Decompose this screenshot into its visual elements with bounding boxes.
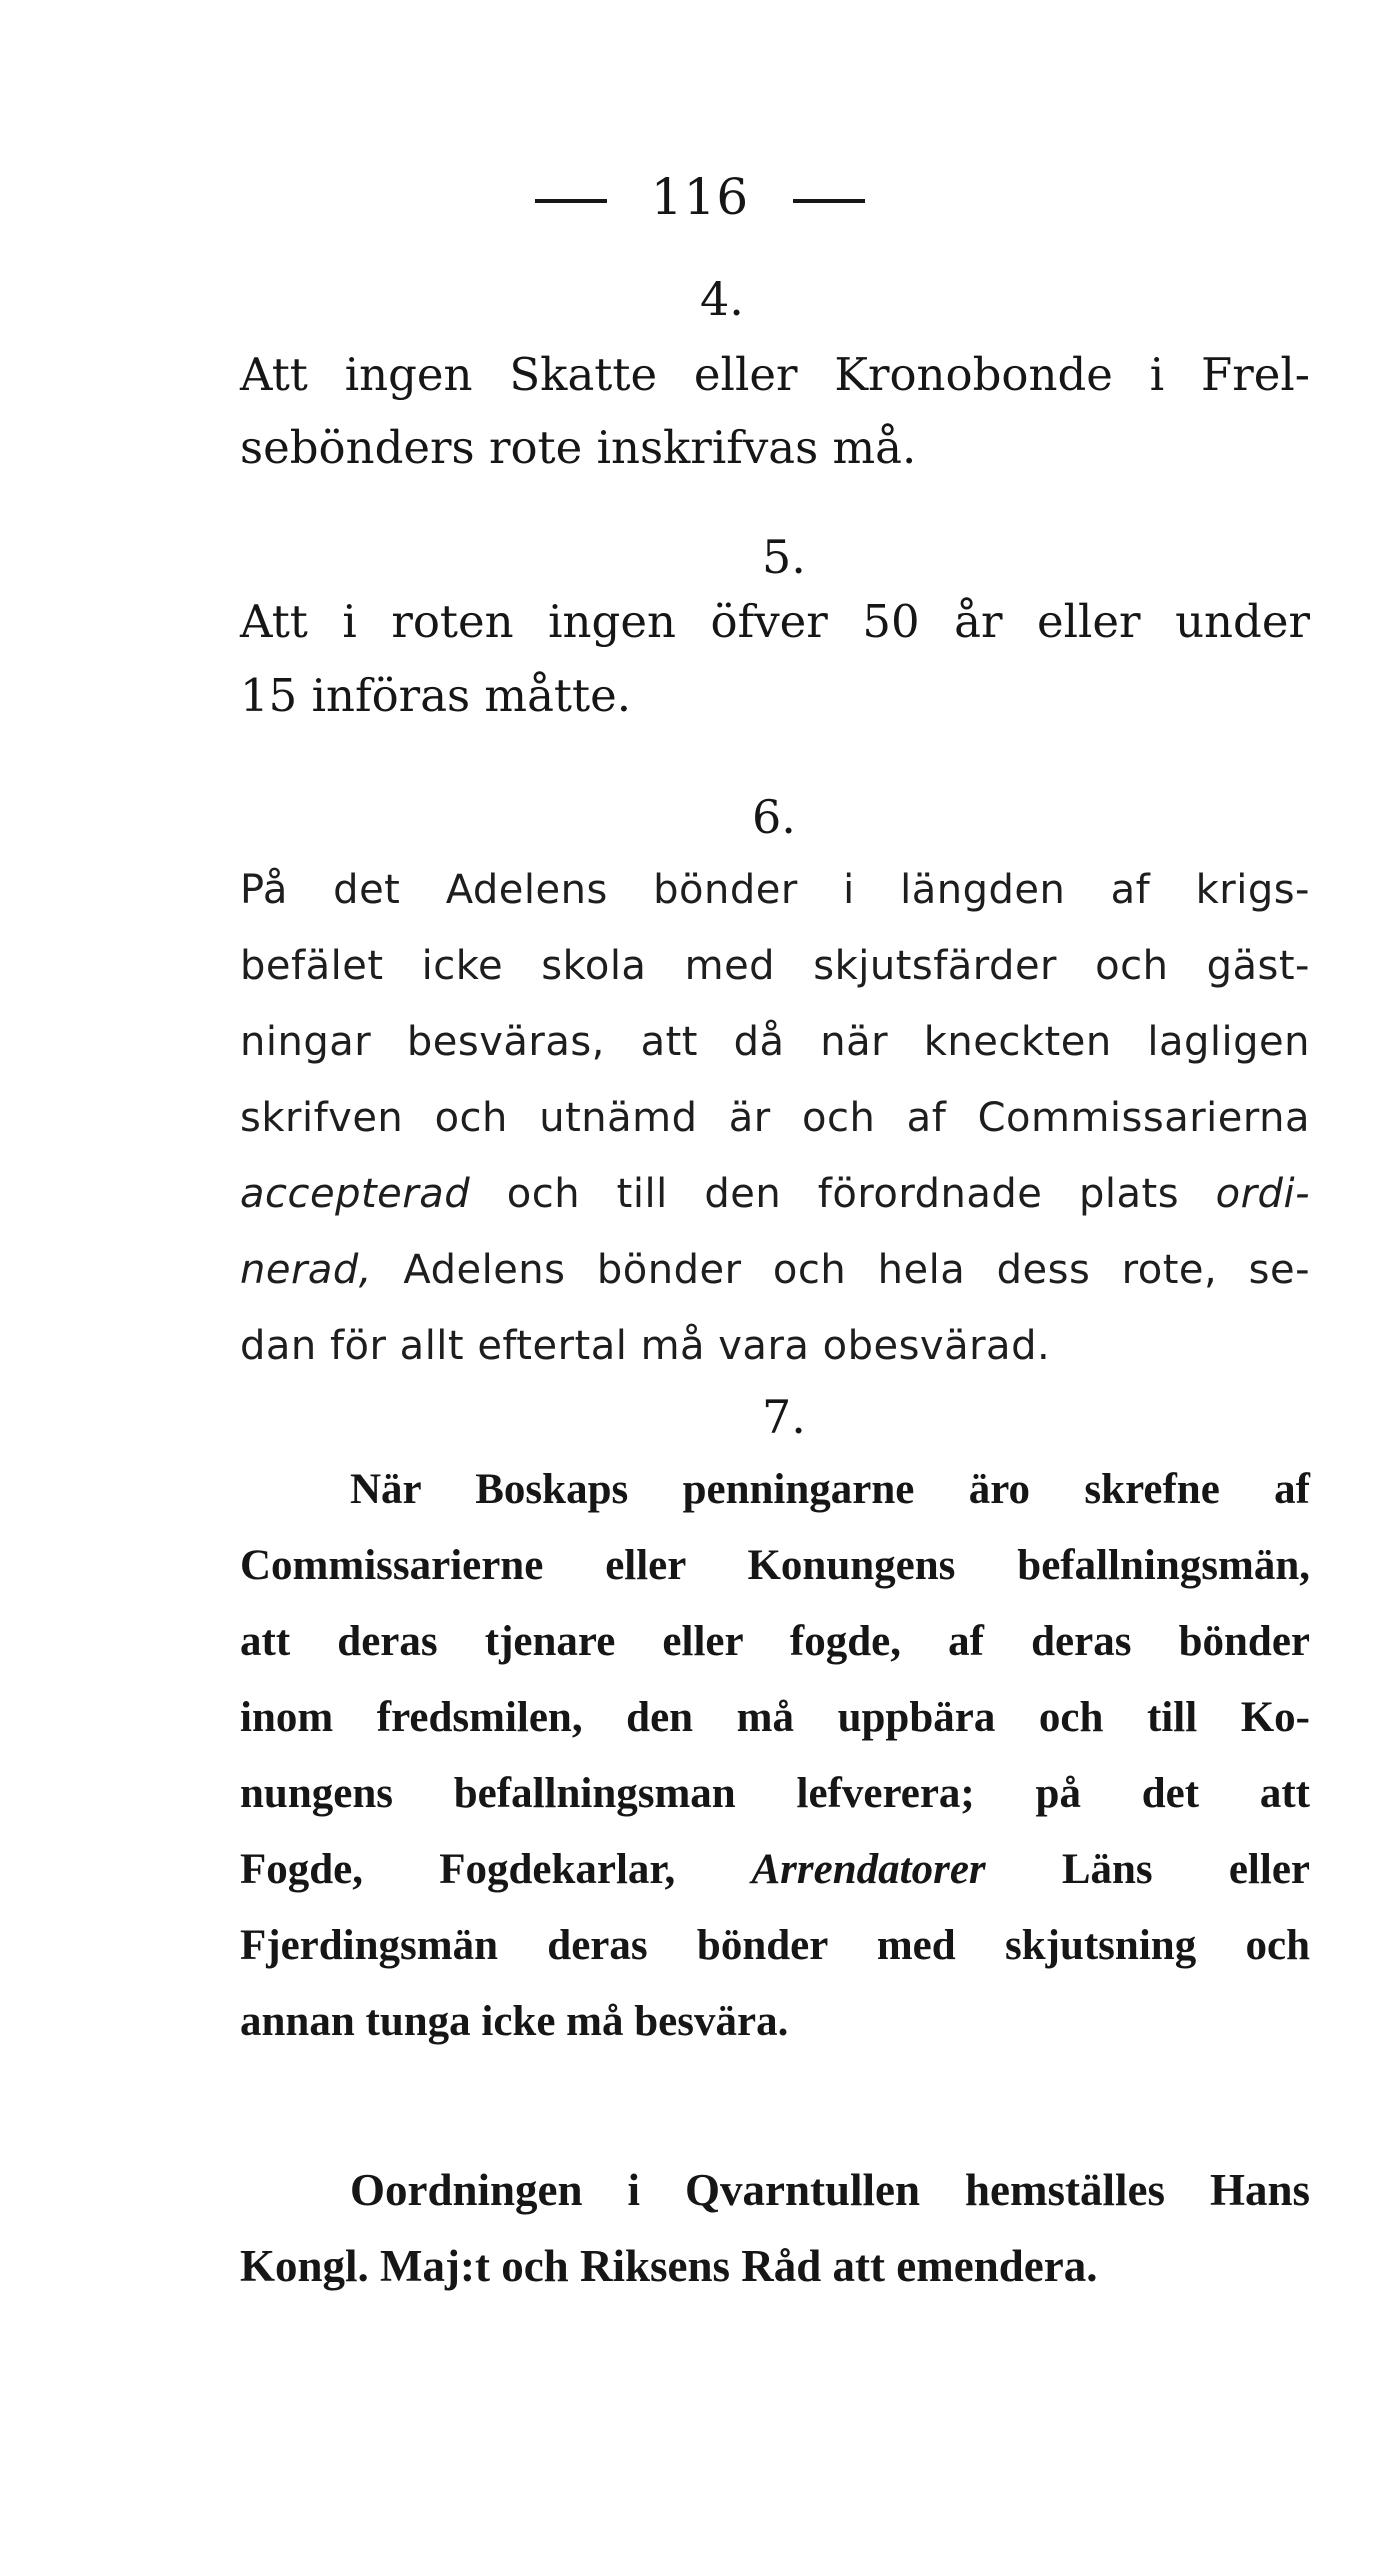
section-7-line-2: Commissarierne eller Konungens befallningsmän,	[240, 1542, 1310, 1589]
section-6-line-6-part-2: Adelens bönder och hela dess rote, se-	[372, 1247, 1310, 1293]
section-7-line-1: När Boskaps penningarne äro skrefne af	[350, 1466, 1310, 1513]
section-7-line-7: Fjerdingsmän deras bönder med skjutsning och	[240, 1922, 1310, 1969]
section-7-line-4: inom fredsmilen, den må uppbära och till Ko-	[240, 1694, 1310, 1741]
header-dash-left	[535, 199, 607, 203]
section-5-line-2: 15 införas måtte.	[240, 669, 632, 722]
section-7-line-3: att deras tjenare eller fogde, af deras bönder	[240, 1618, 1310, 1665]
section-5-number: 5.	[762, 530, 806, 584]
section-7-line-8: annan tunga icke må besvära.	[240, 1998, 789, 2045]
section-6-line-1: På det Adelens bönder i längden af krigs-	[240, 867, 1310, 913]
page-number: 116	[650, 168, 750, 226]
section-4-line-1: Att ingen Skatte eller Kronobonde i Frel-	[240, 348, 1310, 401]
section-7-line-6	[240, 1840, 1310, 1900]
page-header	[0, 168, 1400, 226]
section-6-line-5	[240, 1164, 1310, 1224]
closing-line-2: Kongl. Maj:t och Riksens Råd att emendera.	[240, 2241, 1098, 2291]
section-7-number: 7.	[762, 1390, 806, 1444]
section-6-line-3: ningar besväras, att då när kneckten lagligen	[240, 1019, 1310, 1065]
section-7-line-6-part-3: Läns eller	[985, 1846, 1310, 1893]
section-6-line-2: befälet icke skola med skjutsfärder och gäst-	[240, 943, 1310, 989]
section-4-number: 4.	[700, 272, 744, 326]
section-4-line-2: sebönders rote inskrifvas må.	[240, 421, 917, 474]
closing-line-1: Oordningen i Qvarntullen hemställes Hans	[350, 2165, 1310, 2215]
section-6-line-4: skrifven och utnämd är och af Commissarierna	[240, 1095, 1310, 1141]
section-6-line-6	[240, 1240, 1310, 1300]
header-dash-right	[793, 199, 865, 203]
section-7-line-6-part-2: Arrendatorer	[751, 1846, 986, 1893]
section-6-line-6-part-1: nerad,	[240, 1247, 373, 1293]
section-7-line-6-part-1: Fogde, Fogdekarlar,	[240, 1846, 752, 1893]
section-6-number: 6.	[752, 790, 796, 844]
section-7-line-5: nungens befallningsman lefverera; på det att	[240, 1770, 1310, 1817]
section-6-line-5-part-1: accepterad	[240, 1171, 471, 1217]
section-6-line-5-part-3: ordi-	[1215, 1171, 1310, 1217]
section-5-line-1: Att i roten ingen öfver 50 år eller under	[240, 595, 1310, 648]
section-6-line-5-part-2: och till den förordnade plats	[470, 1171, 1216, 1217]
section-6-line-7: dan för allt eftertal må vara obesvärad.	[240, 1323, 1051, 1369]
